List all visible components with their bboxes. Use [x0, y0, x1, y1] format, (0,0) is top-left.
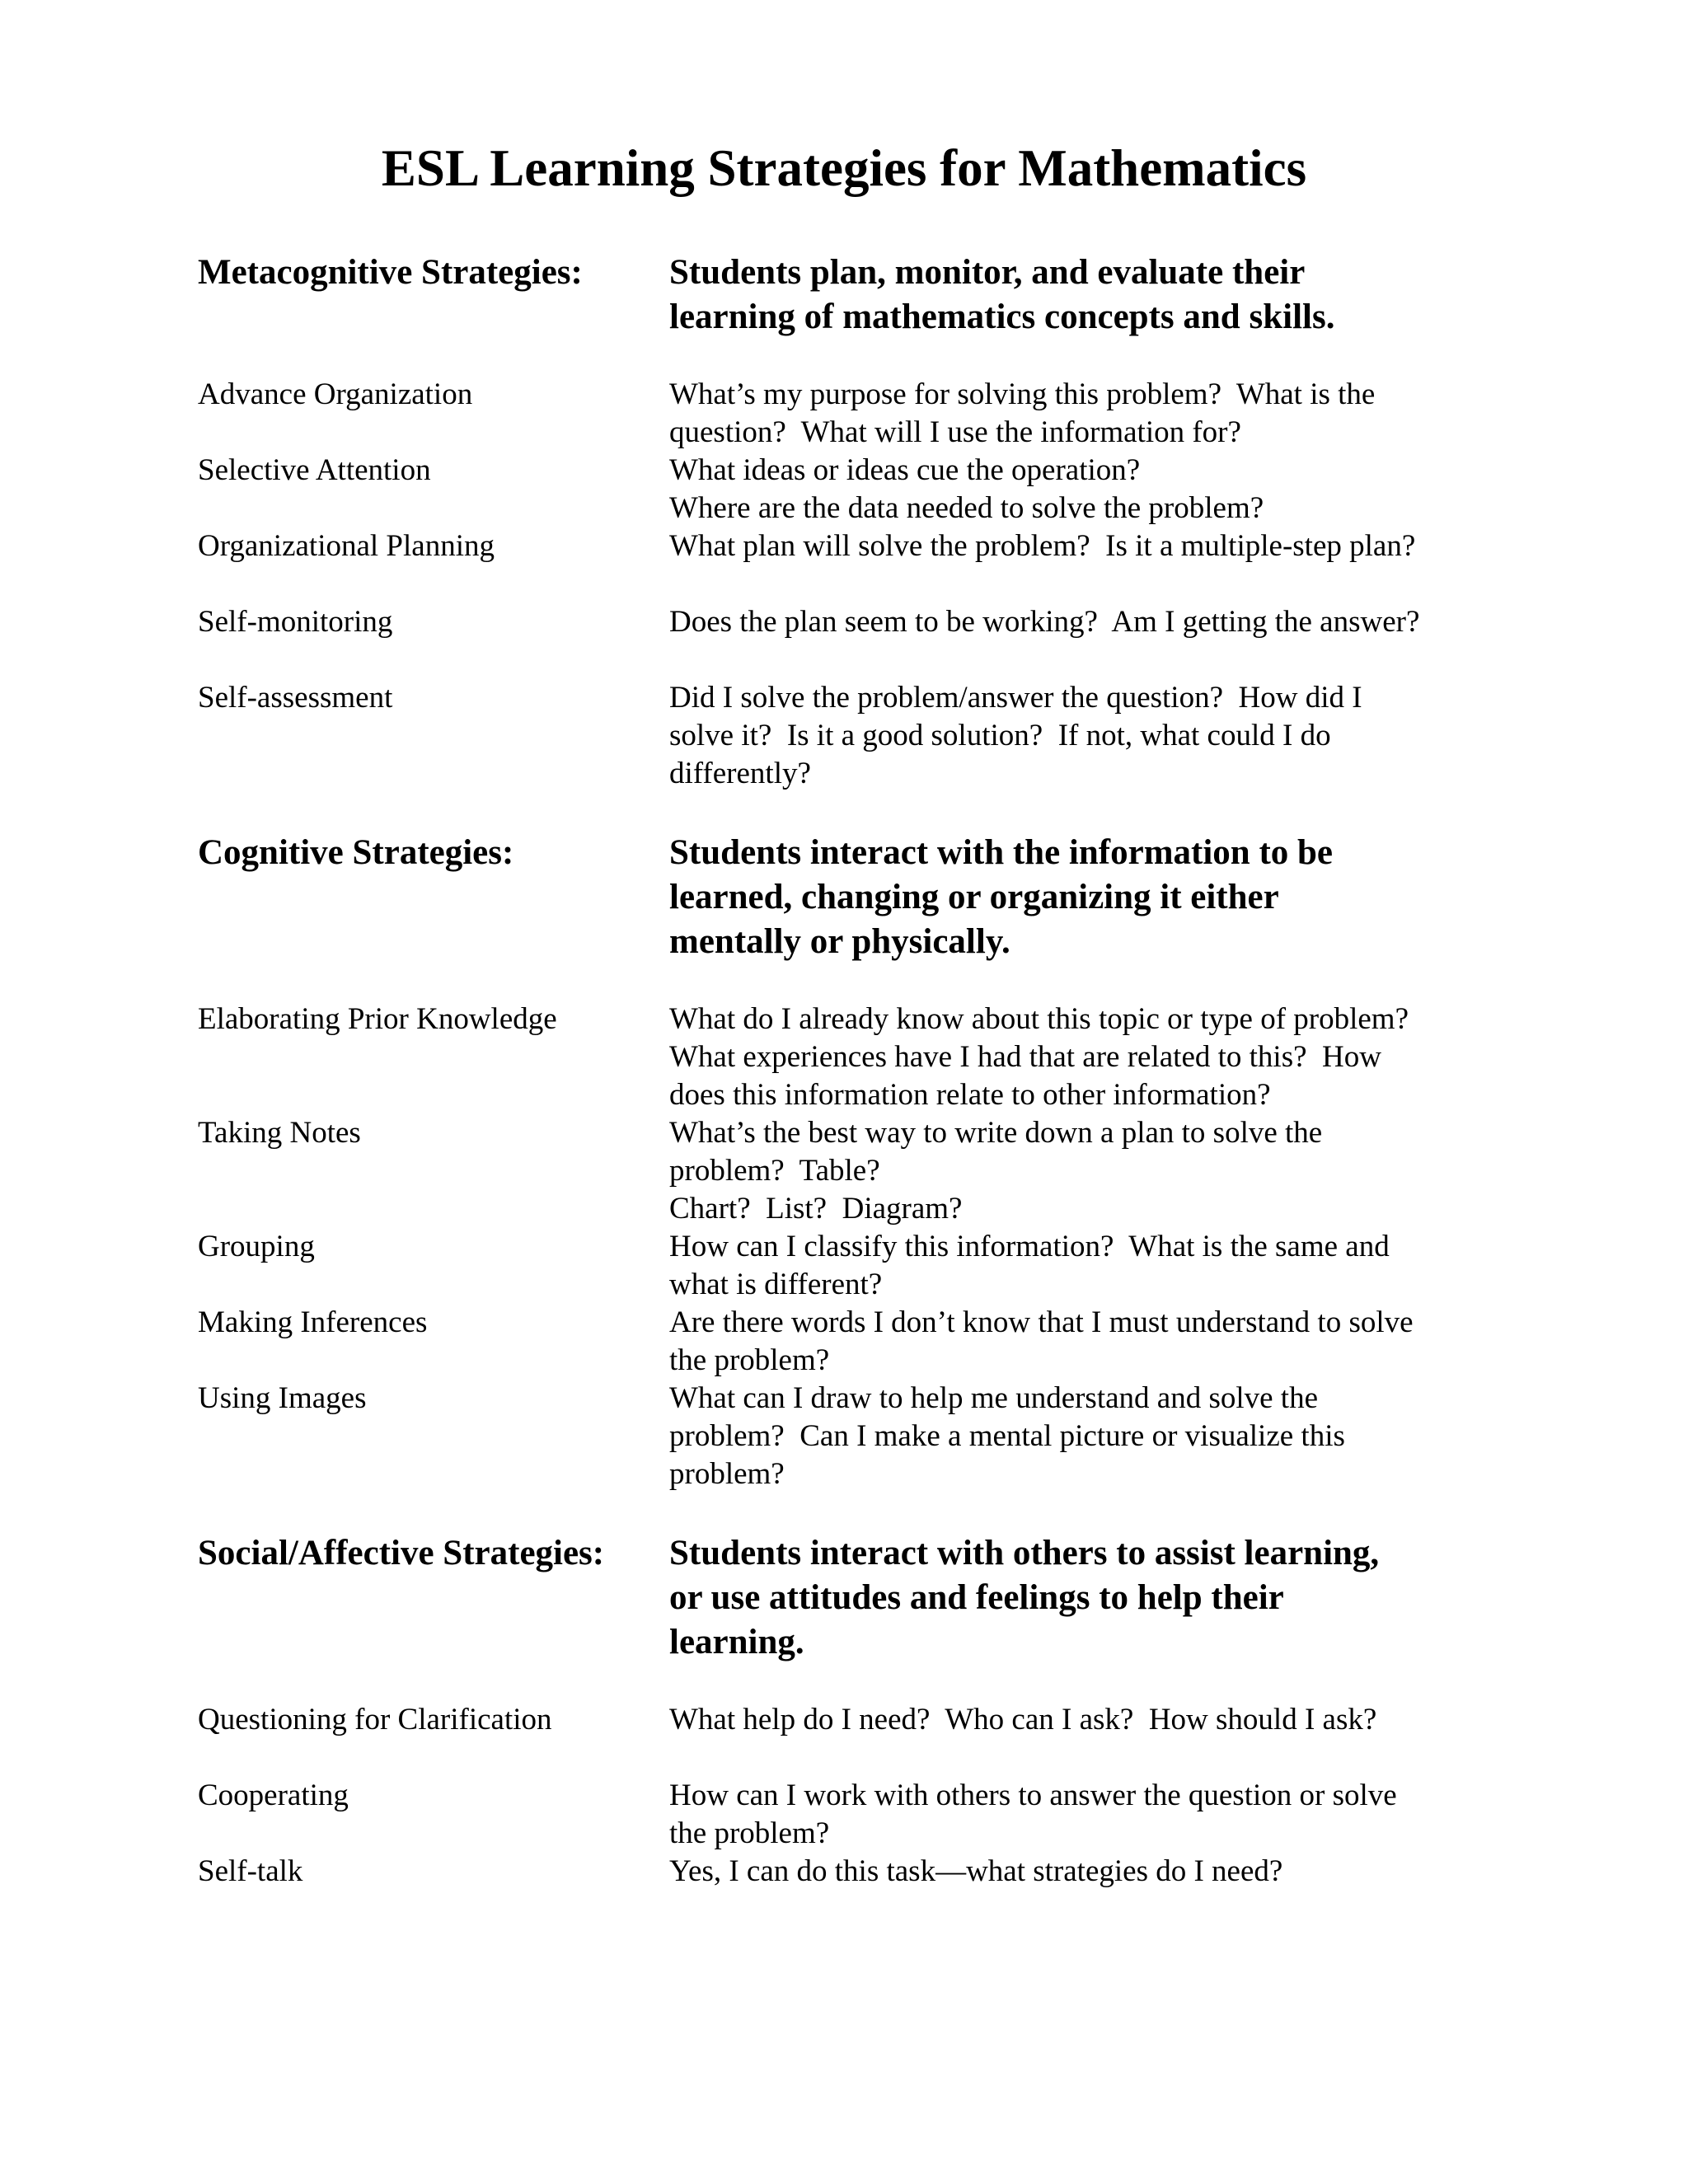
section-header — [198, 831, 1500, 964]
section-heading: Cognitive Strategies: — [198, 833, 514, 872]
strategy-name: Making Inferences — [198, 1305, 428, 1339]
strategy-name: Self-talk — [198, 1854, 303, 1888]
strategy-name: Questioning for Clarification — [198, 1703, 552, 1736]
strategy-question: What ideas or ideas cue the operation? Where are the data needed to solve the problem? — [669, 453, 1264, 525]
section-metacognitive — [198, 251, 1500, 793]
section-description: Students plan, monitor, and evaluate their learning of mathematics concepts and skills. — [669, 253, 1335, 336]
strategy-row-elaborating-prior-knowledge — [198, 1001, 1500, 1114]
strategy-row-cooperating — [198, 1777, 1500, 1853]
strategy-row-self-talk — [198, 1853, 1500, 1891]
strategy-question: What can I draw to help me understand and solve the problem? Can I make a mental picture or visualize this problem? — [669, 1381, 1345, 1491]
strategy-row-self-assessment — [198, 679, 1500, 793]
section-description: Students interact with others to assist learning, or use attitudes and feelings to help their learning. — [669, 1534, 1380, 1661]
section-description: Students interact with the information to be learned, changing or organizing it either mentally or physically. — [669, 833, 1334, 961]
section-heading: Social/Affective Strategies: — [198, 1534, 605, 1572]
section-spacer — [198, 1493, 1500, 1531]
strategy-row-using-images — [198, 1380, 1500, 1493]
strategy-question: What plan will solve the problem? Is it a multiple-step plan? — [669, 529, 1416, 563]
section-header — [198, 1531, 1500, 1665]
strategy-name: Elaborating Prior Knowledge — [198, 1002, 557, 1036]
strategy-row-taking-notes — [198, 1114, 1500, 1228]
strategy-question: What help do I need? Who can I ask? How should I ask? — [669, 1703, 1377, 1736]
page-title: ESL Learning Strategies for Mathematics — [381, 139, 1307, 197]
strategy-name: Using Images — [198, 1381, 367, 1415]
strategy-name: Taking Notes — [198, 1116, 361, 1150]
strategy-row-questioning-for-clarification — [198, 1701, 1500, 1739]
strategy-row-self-monitoring — [198, 603, 1500, 641]
strategy-name: Organizational Planning — [198, 529, 495, 563]
section-social-affective — [198, 1531, 1500, 1891]
section-spacer — [198, 793, 1500, 831]
strategy-list — [198, 1001, 1500, 1493]
strategy-row-making-inferences — [198, 1304, 1500, 1380]
strategy-row-grouping — [198, 1228, 1500, 1304]
strategy-name: Grouping — [198, 1230, 315, 1263]
section-cognitive — [198, 831, 1500, 1493]
strategy-list — [198, 376, 1500, 793]
strategy-row-organizational-planning — [198, 527, 1500, 565]
strategy-list — [198, 1701, 1500, 1891]
section-header — [198, 251, 1500, 340]
strategy-name: Self-monitoring — [198, 605, 393, 639]
strategy-name: Self-assessment — [198, 681, 393, 715]
section-heading: Metacognitive Strategies: — [198, 253, 583, 292]
strategy-question: What’s the best way to write down a plan to solve the problem? Table? Chart? List? Diagram? — [669, 1116, 1323, 1226]
strategy-question: How can I classify this information? What is the same and what is different? — [669, 1230, 1390, 1301]
strategy-question: Does the plan seem to be working? Am I getting the answer? — [669, 605, 1420, 639]
strategy-name: Selective Attention — [198, 453, 431, 487]
strategy-row-advance-organization — [198, 376, 1500, 452]
strategy-question: Yes, I can do this task—what strategies do I need? — [669, 1854, 1283, 1888]
strategy-question: Are there words I don’t know that I must understand to solve the problem? — [669, 1305, 1414, 1377]
strategy-name: Advance Organization — [198, 377, 473, 411]
strategy-question: What do I already know about this topic or type of problem? What experiences have I had that are related to this? How does this information relate to other information? — [669, 1002, 1409, 1112]
strategy-question: What’s my purpose for solving this problem? What is the question? What will I use the information for? — [669, 377, 1376, 449]
strategy-question: Did I solve the problem/answer the question? How did I solve it? Is it a good solution? If not, what could I do differently? — [669, 681, 1362, 790]
strategy-name: Cooperating — [198, 1779, 349, 1812]
strategy-row-selective-attention — [198, 452, 1500, 527]
strategies-table — [198, 251, 1500, 1891]
strategy-question: How can I work with others to answer the question or solve the problem? — [669, 1779, 1397, 1850]
